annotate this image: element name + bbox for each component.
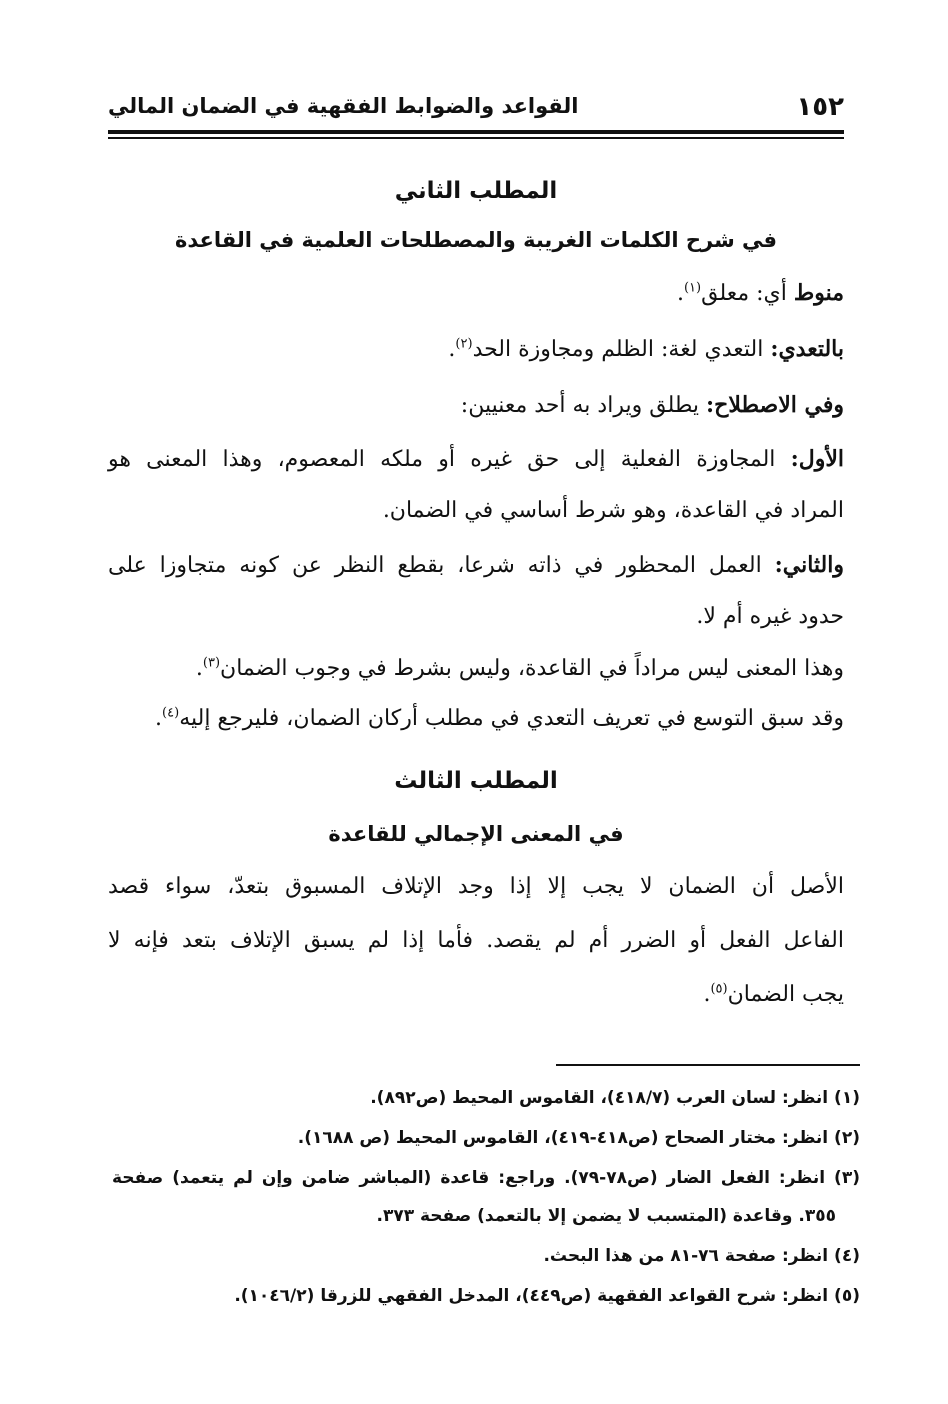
term-label: منوط <box>793 280 844 306</box>
footnote-continuation: ٣٥٥. وقاعدة (المتسبب لا يضمن إلا بالتعمد) صفحة ٣٧٣. <box>376 1206 836 1226</box>
text-line <box>696 604 844 629</box>
text-line: بالتعدي: التعدي لغة: الظلم ومجاوزة الحد$^{(٢)}$. <box>448 336 844 362</box>
line-text: العمل المحظور في ذاته شرعا، بقطع النظر عن كونه متجاوزا على <box>108 553 775 578</box>
section-title-3: المطلب الثالث <box>394 768 558 794</box>
line-text: المراد في القاعدة، وهو شرط أساسي في الضمان. <box>382 498 844 523</box>
text-line: منوط أي: معلق$^{(١)}$. <box>676 280 844 306</box>
text-line: يجب الضمان$^{(٥)}$. <box>703 981 844 1007</box>
line-text: حدود غيره أم لا. <box>696 604 844 629</box>
line-text: يجب الضمان <box>727 982 844 1007</box>
line-text: أي: معلق <box>701 281 794 306</box>
term-label: وفي الاصطلاح: <box>706 392 844 418</box>
text-line: وهذا المعنى ليس مراداً في القاعدة، وليس بشرط في وجوب الضمان$^{(٣)}$. <box>195 655 844 681</box>
term-label: بالتعدي: <box>770 336 844 362</box>
text-line <box>108 552 844 578</box>
footnote-ref: (٢) <box>455 336 473 352</box>
line-text: الفاعل الفعل أو الضرر أم لم يقصد. فأما إذا لم يسبق الإتلاف بتعد فإنه لا <box>108 928 844 953</box>
header-rule-thin <box>108 137 844 139</box>
section-title-2: المطلب الثاني <box>394 178 558 204</box>
term-label: والثاني: <box>774 552 844 578</box>
footnote-separator <box>556 1064 860 1066</box>
line-text: التعدي لغة: الظلم ومجاوزة الحد <box>472 337 771 362</box>
section-subtitle-3: في المعنى الإجمالي للقاعدة <box>328 822 624 846</box>
page-header <box>108 92 844 126</box>
footnote: (١) انظر: لسان العرب (٤١٨/٧)، القاموس المحيط (ص٨٩٢). <box>370 1088 860 1108</box>
line-text: المجاوزة الفعلية إلى حق غيره أو ملكه المعصوم، وهذا المعنى هو <box>108 447 791 472</box>
text-line <box>383 498 844 523</box>
footnote: (٤) انظر: صفحة ٧٦-٨١ من هذا البحث. <box>543 1246 860 1266</box>
text-line <box>461 392 844 418</box>
footnote: (٥) انظر: شرح القواعد الفقهية (ص٤٤٩)، المدخل الفقهي للزرقا (١٠٤٦/٢). <box>234 1286 860 1306</box>
footnote-ref: (٣) <box>202 655 221 671</box>
page-number: ١٥٢ <box>796 92 844 122</box>
text-line: وقد سبق التوسع في تعريف التعدي في مطلب أركان الضمان، فليرجع إليه$^{(٤)}$. <box>155 705 844 731</box>
section-subtitle-2: في شرح الكلمات الغريبة والمصطلحات العلمية في القاعدة <box>174 228 778 252</box>
term-label: الأول: <box>790 446 844 472</box>
line-text: الأصل أن الضمان لا يجب إلا إذا وجد الإتلاف المسبوق بتعدّ، سواء قصد <box>108 874 844 899</box>
running-title: القواعد والضوابط الفقهية في الضمان المالي <box>108 94 579 118</box>
footnote-ref: (٤) <box>162 705 180 721</box>
line-text: وهذا المعنى ليس مراداً في القاعدة، وليس بشرط في وجوب الضمان <box>220 656 844 681</box>
footnote-ref: (١) <box>683 280 702 296</box>
footnote: (٢) انظر: مختار الصحاح (ص٤١٨-٤١٩)، القاموس المحيط (ص ١٦٨٨). <box>297 1128 860 1148</box>
text-line <box>108 874 844 899</box>
footnote: (٣) انظر: الفعل الضار (ص٧٨-٧٩). وراجع: قاعدة (المباشر ضامن وإن لم يتعمد) صفحة <box>112 1168 860 1188</box>
text-line <box>108 928 844 953</box>
footnote-ref: (٥) <box>710 981 728 997</box>
line-text: وقد سبق التوسع في تعريف التعدي في مطلب أركان الضمان، فليرجع إليه <box>179 706 844 731</box>
text-line <box>108 446 844 472</box>
header-rule-thick <box>108 130 844 134</box>
line-text: يطلق ويراد به أحد معنيين: <box>460 393 707 418</box>
